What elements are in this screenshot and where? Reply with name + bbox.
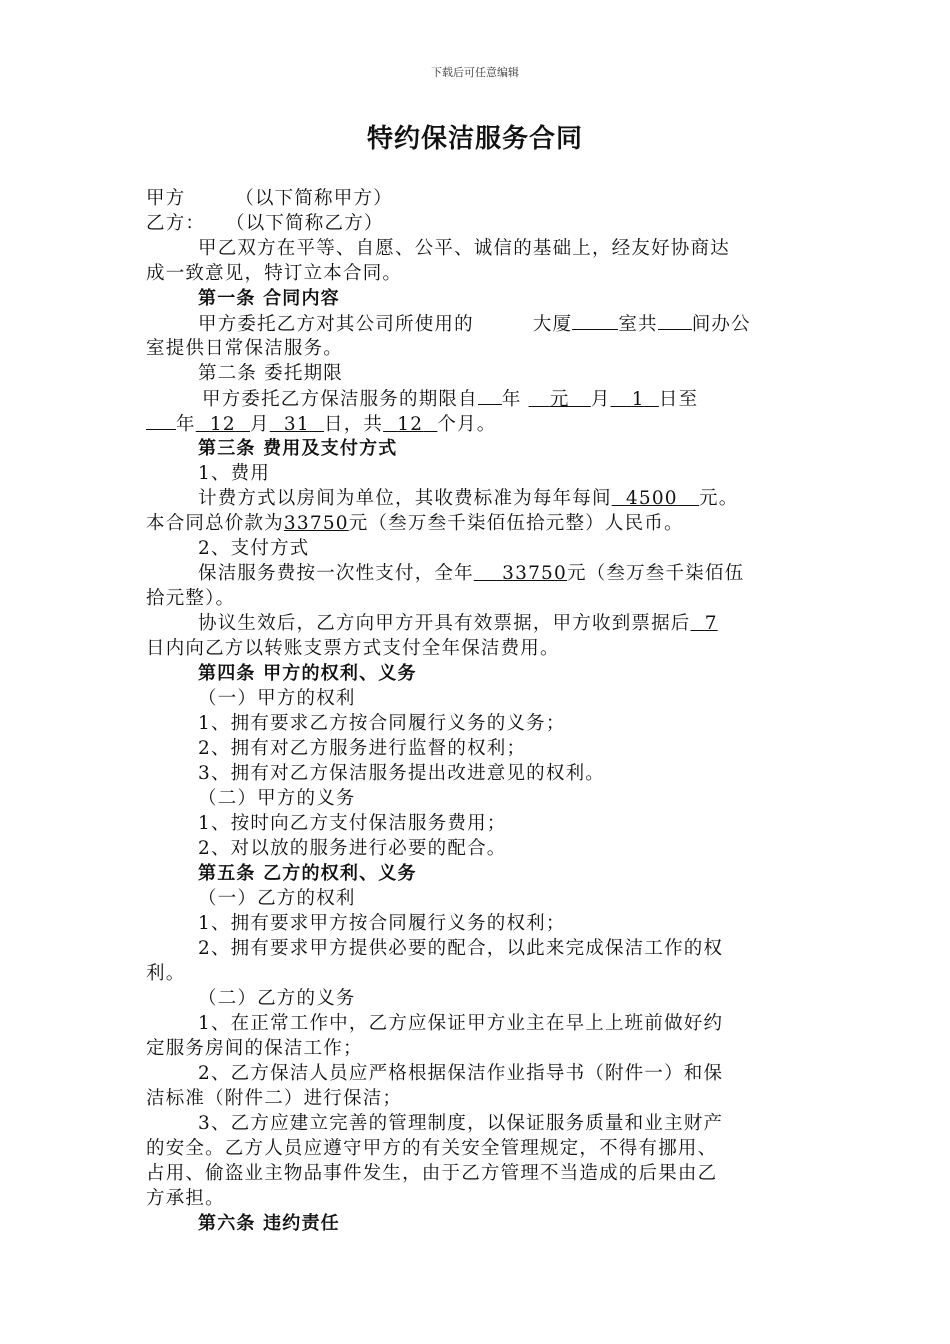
party-b-duty-3-line-3: 占用、偷盗业主物品事件发生，由于乙方管理不当造成的后果由乙 [146,1163,718,1184]
party-b-duty-3-line-1: 3、乙方应建立完善的管理制度，以保证服务质量和业主财产 [198,1113,724,1134]
article-3-heading: 第三条 费用及支付方式 [198,438,398,459]
article-2-heading: 第二条 委托期限 [198,363,343,384]
party-b-duty-2-line-2: 洁标准（附件二）进行保洁； [146,1088,403,1109]
room-number-blank [572,311,618,330]
end-month-value: 12 [209,414,236,435]
annual-total-value: 33750 [502,563,567,584]
months-value: 12 [397,414,424,435]
article-2-line-2: 年 12 月 31 日，共 12 个月。 [146,411,816,437]
payment-subheading: 2、支付方式 [198,538,310,559]
party-a-right-2: 2、拥有对乙方服务进行监督的权利； [198,738,527,759]
party-a-rights-heading: （一）甲方的权利 [198,688,356,709]
page-header: 下载后可任意编辑 [431,66,519,79]
article-6-heading: 第六条 违约责任 [198,1213,340,1234]
party-b-duty-3-line-4: 方承担。 [146,1188,225,1209]
article-3-line-4: 拾元整）。 [146,588,236,609]
payment-days-value: 7 [704,613,718,634]
party-a-line: 甲方 （以下简称甲方） [146,188,393,209]
party-b-duties-heading: （二）乙方的义务 [198,988,356,1009]
article-3-line-1: 计费方式以房间为单位，其收费标准为每年每间 4500 元。 [198,488,739,509]
party-b-line: 乙方： （以下简称乙方） [146,213,384,234]
total-price-value: 33750 [283,513,349,534]
party-b-right-2-line-1: 2、拥有要求甲方提供必要的配合，以此来完成保洁工作的权 [198,938,724,959]
article-1-heading: 第一条 合同内容 [198,288,340,309]
party-b-right-2-line-2: 利。 [146,963,186,984]
rate-value: 4500 [625,488,678,509]
start-day-value: 1 [631,389,645,410]
party-b-duty-3-line-2: 的安全。乙方人员应遵守甲方的有关安全管理规定，不得有挪用、 [146,1138,718,1159]
article-3-line-3: 保洁服务费按一次性支付，全年 33750元（叁万叁千柒佰伍 [198,563,745,584]
start-month-value: 元 [549,389,570,410]
party-b-right-1: 1、拥有要求甲方按合同履行义务的权利； [198,913,566,934]
party-b-duty-1-line-1: 1、在正常工作中，乙方应保证甲方业主在早上上班前做好约 [198,1013,724,1034]
article-4-heading: 第四条 甲方的权利、义务 [198,663,417,684]
room-count-blank [658,311,692,330]
party-a-duties-heading: （二）甲方的义务 [198,788,356,809]
article-1-line-2: 室提供日常保洁服务。 [146,338,344,359]
fee-subheading: 1、费用 [198,463,271,484]
party-b-rights-heading: （一）乙方的权利 [198,888,356,909]
article-5-heading: 第五条 乙方的权利、义务 [198,863,417,884]
document-title: 特约保洁服务合同 [366,124,583,154]
party-a-right-1: 1、拥有要求乙方按合同履行义务的义务； [198,713,566,734]
party-a-duty-2: 2、对以放的服务进行必要的配合。 [198,838,507,859]
end-day-value: 31 [283,414,310,435]
article-3-line-2: 本合同总价款为33750元（叁万叁千柒佰伍拾元整）人民币。 [146,513,684,534]
party-b-duty-1-line-2: 定服务房间的保洁工作； [146,1038,363,1059]
party-b-duty-2-line-1: 2、乙方保洁人员应严格根据保洁作业指导书（附件一）和保 [198,1063,724,1084]
article-3-line-5: 协议生效后，乙方向甲方开具有效票据，甲方收到票据后 7 [198,613,718,634]
article-1-line-1: 甲方委托乙方对其公司所使用的 大厦 室共 间办公 [198,311,868,337]
intro-line-2: 成一致意见，特订立本合同。 [146,263,403,284]
party-a-duty-1: 1、按时向乙方支付保洁服务费用； [198,813,507,834]
end-year-blank [146,411,176,430]
start-year-blank [478,386,502,405]
party-a-right-3: 3、拥有对乙方保洁服务提出改进意见的权利。 [198,763,605,784]
article-2-line-1: 甲方委托乙方保洁服务的期限自 年 元 月 1 日至 [202,386,872,412]
intro-line-1: 甲乙双方在平等、自愿、公平、诚信的基础上，经友好协商达 [198,238,730,259]
article-3-line-6: 日内向乙方以转账支票方式支付全年保洁费用。 [146,638,560,659]
